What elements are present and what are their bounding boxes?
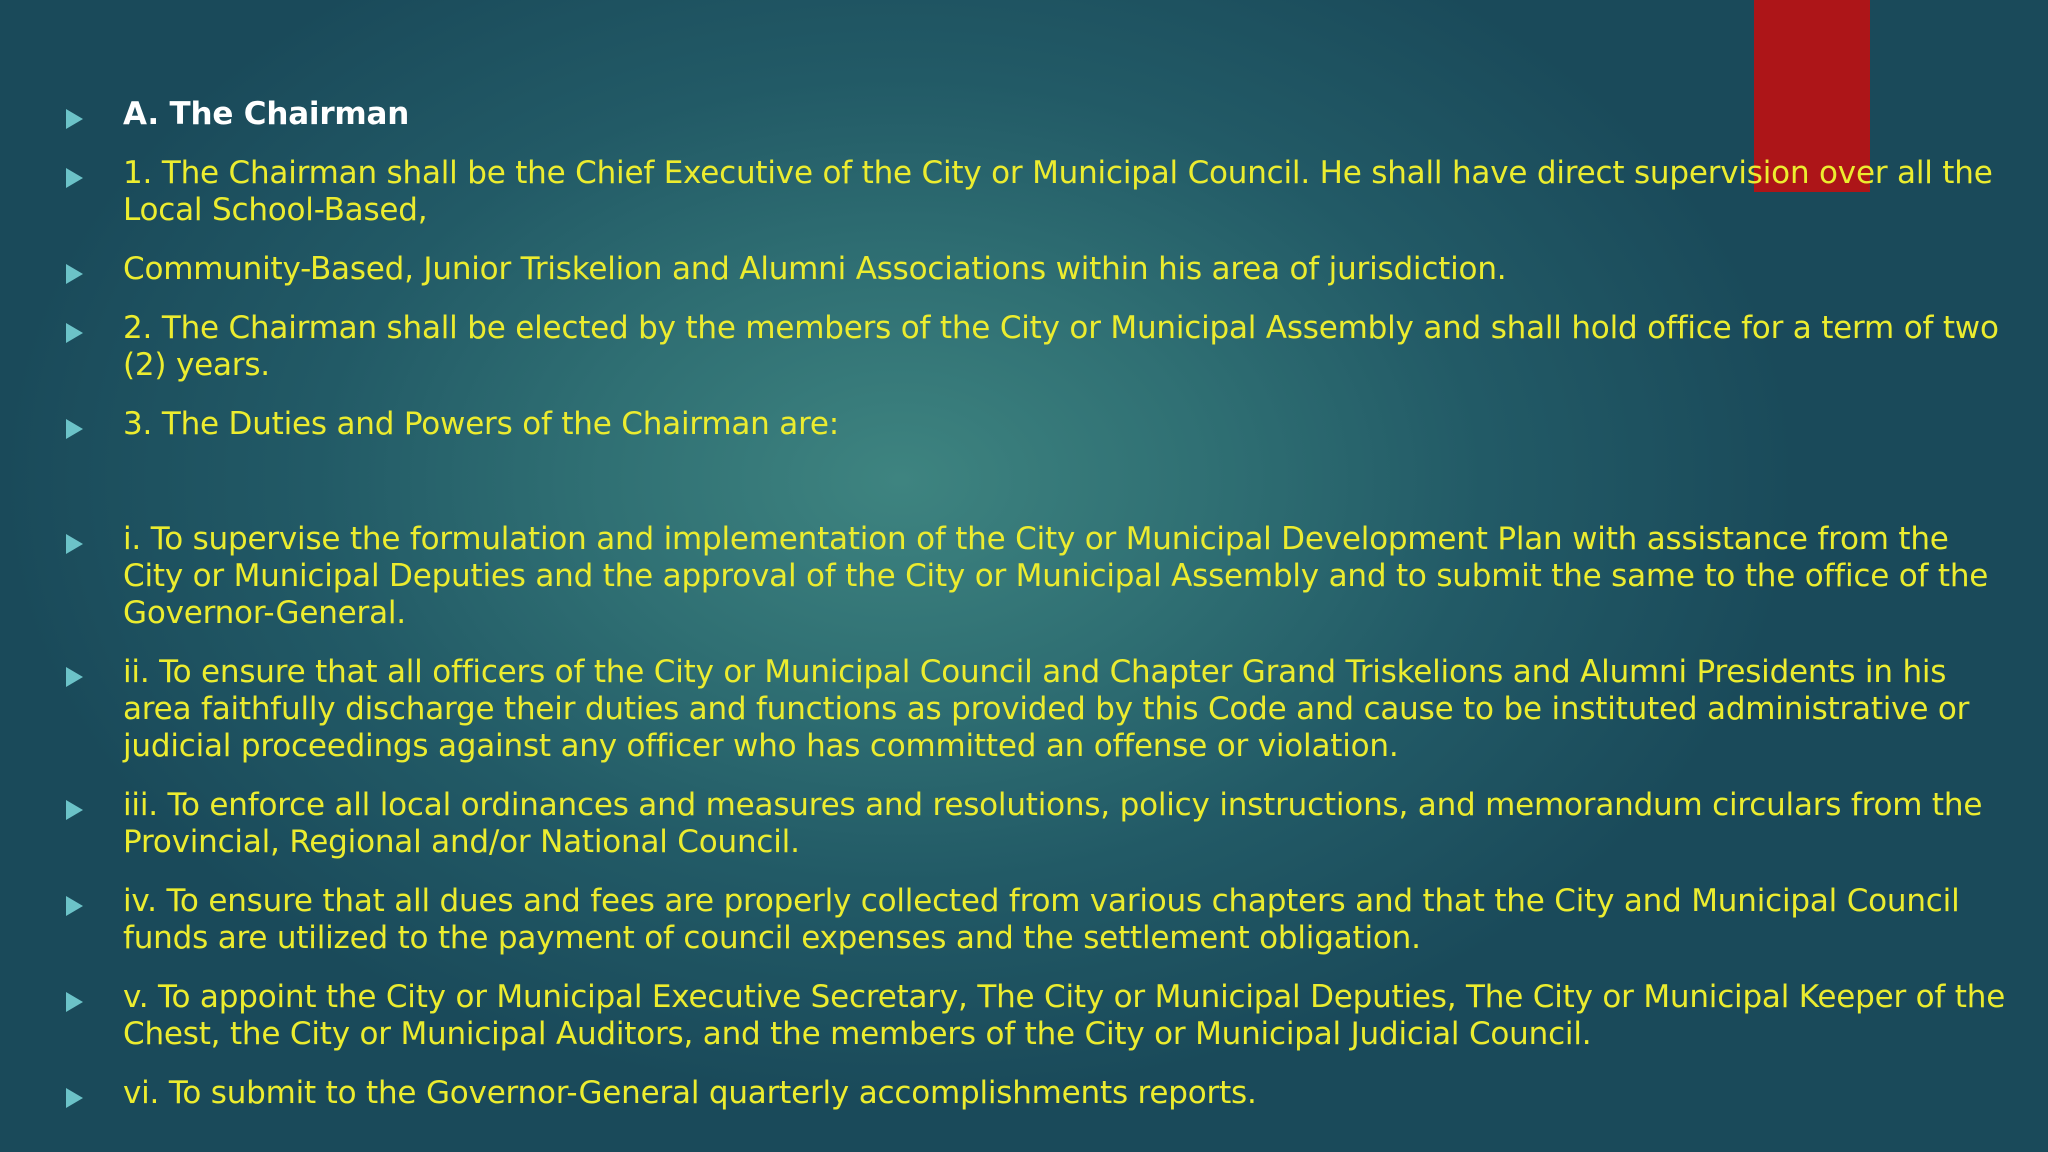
list-item (66, 979, 2016, 1053)
triangle-bullet-icon (66, 168, 83, 188)
triangle-bullet-icon (66, 800, 83, 820)
list-item (66, 1075, 2016, 1112)
list-item-text: 1. The Chairman shall be the Chief Executive of the City or Municipal Council. He shall have direct supervision over all the Local School-Based, (123, 155, 1993, 228)
list-item-heading (66, 96, 2016, 133)
list-item (66, 251, 2016, 288)
triangle-bullet-icon (66, 264, 83, 284)
triangle-bullet-icon (66, 1088, 83, 1108)
bullet-list (66, 96, 2016, 1134)
triangle-bullet-icon (66, 419, 83, 439)
list-item-text: v. To appoint the City or Municipal Executive Secretary, The City or Municipal Deputies, The City or Municipal Keeper of the Chest, the City or Municipal Auditors, and the members of the City or Municipal Judicial Council. (123, 979, 2006, 1052)
list-item (66, 521, 2016, 632)
list-item-text: iii. To enforce all local ordinances and measures and resolutions, policy instructions, and memorandum circulars from the Provincial, Regional and/or National Council. (123, 787, 1983, 860)
list-item (66, 406, 2016, 443)
triangle-bullet-icon (66, 667, 83, 687)
triangle-bullet-icon (66, 109, 83, 129)
list-item (66, 155, 2016, 229)
list-item-text: Community-Based, Junior Triskelion and Alumni Associations within his area of jurisdiction. (123, 251, 1507, 287)
list-item (66, 787, 2016, 861)
list-item-text: iv. To ensure that all dues and fees are properly collected from various chapters and that the City and Municipal Council funds are utilized to the payment of council expenses and the settlement obligation. (123, 883, 1960, 956)
list-item (66, 310, 2016, 384)
list-item-text: 2. The Chairman shall be elected by the members of the City or Municipal Assembly and shall hold office for a term of two (2) years. (123, 310, 1999, 383)
list-item-text: i. To supervise the formulation and implementation of the City or Municipal Development Plan with assistance from the City or Municipal Deputies and the approval of the City or Municipal Assembly and to submit the same to the office of the Governor-General. (123, 521, 1989, 631)
list-item (66, 654, 2016, 765)
list-item-text: vi. To submit to the Governor-General quarterly accomplishments reports. (123, 1075, 1257, 1111)
triangle-bullet-icon (66, 992, 83, 1012)
list-item-text: 3. The Duties and Powers of the Chairman are: (123, 406, 840, 442)
triangle-bullet-icon (66, 534, 83, 554)
triangle-bullet-icon (66, 896, 83, 916)
section-heading: A. The Chairman (123, 96, 410, 132)
list-item-text: ii. To ensure that all officers of the City or Municipal Council and Chapter Grand Triskelions and Alumni Presidents in his area faithfully discharge their duties and functions as provided by this Code and cause to be instituted administrative or judicial proceedings against any officer who has committed an offense or violation. (123, 654, 1970, 764)
triangle-bullet-icon (66, 323, 83, 343)
list-item (66, 883, 2016, 957)
